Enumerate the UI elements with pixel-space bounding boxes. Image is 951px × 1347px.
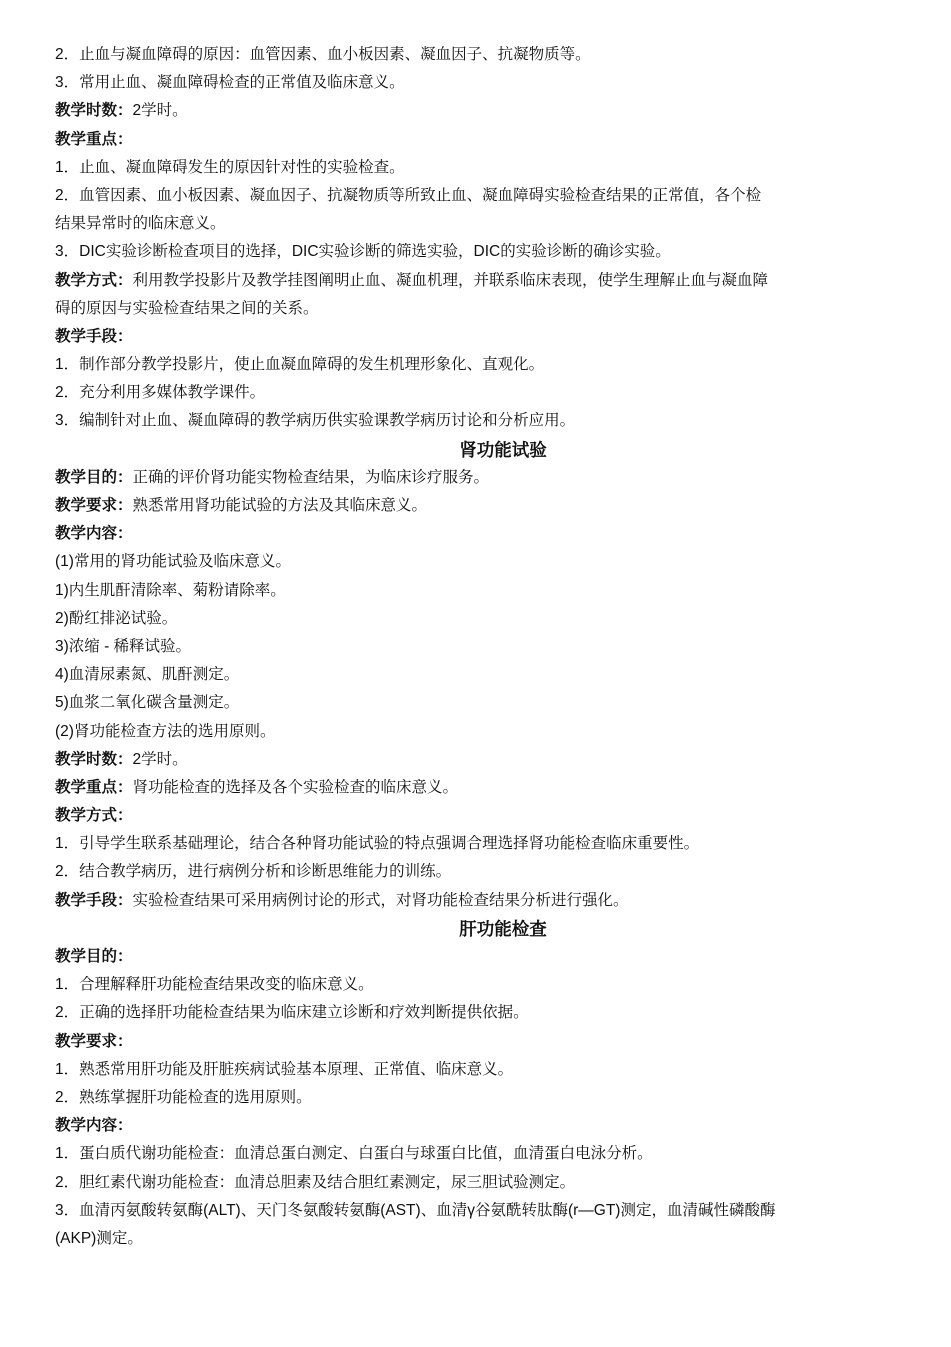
- list-item: 2)酚红排泌试验。: [55, 609, 178, 627]
- hours-value: 2学时。: [132, 750, 188, 768]
- section-title-kidney: 肾功能试验: [459, 439, 547, 460]
- section-title-liver: 肝功能检查: [459, 918, 547, 939]
- goal-line: [55, 464, 951, 492]
- list-item: 2．熟练掌握肝功能检查的选用原则。: [55, 1088, 312, 1106]
- list-item: 4)血清尿素氮、肌酐测定。: [55, 666, 240, 684]
- list-item: 2．充分利用多媒体教学课件。: [55, 384, 266, 402]
- list-item: 1．合理解释肝功能检查结果改变的临床意义。: [55, 976, 374, 994]
- key-label: 教学重点：: [55, 130, 133, 148]
- list-item: 2．正确的选择肝功能检查结果为临床建立诊断和疗效判断提供依据。: [55, 1004, 529, 1022]
- means-label: 教学手段：: [55, 327, 133, 345]
- list-item: 结果异常时的临床意义。: [55, 215, 226, 233]
- method-line: [55, 267, 951, 295]
- list-item: 2．血管因素、血小板因素、凝血因子、抗凝物质等所致止血、凝血障碍实验检查结果的正常值，各个检: [55, 186, 762, 204]
- list-item: 1．止血、凝血障碍发生的原因针对性的实验检查。: [55, 158, 405, 176]
- hours-label: 教学时数：: [55, 102, 133, 120]
- hours-line: [55, 746, 951, 774]
- req-label: 教学要求：: [55, 1032, 133, 1050]
- text-line: 3．常用止血、凝血障碍检查的正常值及临床意义。: [55, 74, 405, 92]
- list-item: 1．引导学生联系基础理论，结合各种肾功能试验的特点强调合理选择肾功能检查临床重要性。: [55, 835, 700, 853]
- list-item: 3)浓缩 - 稀释试验。: [55, 637, 192, 655]
- hours-label: 教学时数：: [55, 750, 133, 768]
- key-line: [55, 774, 951, 802]
- list-item: 1．蛋白质代谢功能检查：血清总蛋白测定、白蛋白与球蛋白比值，血清蛋白电泳分析。: [55, 1145, 653, 1163]
- means-value: 实验检查结果可采用病例讨论的形式，对肾功能检查结果分析进行强化。: [132, 891, 629, 909]
- list-item: 1．制作部分教学投影片，使止血凝血障碍的发生机理形象化、直观化。: [55, 356, 545, 374]
- list-item: (2)肾功能检查方法的选用原则。: [55, 722, 276, 740]
- list-item: 1．熟悉常用肝功能及肝脏疾病试验基本原理、正常值、临床意义。: [55, 1060, 514, 1078]
- goal-label: 教学目的：: [55, 468, 133, 486]
- req-line: [55, 492, 951, 520]
- hours-value: 2学时。: [132, 102, 188, 120]
- key-value: 肾功能检查的选择及各个实验检查的临床意义。: [132, 778, 459, 796]
- list-item: 5)血浆二氧化碳含量测定。: [55, 694, 240, 712]
- list-item: 2．胆红素代谢功能检查：血清总胆素及结合胆红素测定，尿三胆试验测定。: [55, 1173, 576, 1191]
- method-cont: 碍的原因与实验检查结果之间的关系。: [55, 299, 319, 317]
- goal-label: 教学目的：: [55, 948, 133, 965]
- content-label: 教学内容：: [55, 525, 133, 543]
- list-item: 1)内生肌酐清除率、菊粉请除率。: [55, 581, 286, 599]
- document-page: [55, 41, 951, 1253]
- method-label: 教学方式：: [55, 271, 133, 289]
- content-label: 教学内容：: [55, 1117, 133, 1135]
- list-item: 3．编制针对止血、凝血障碍的教学病历供实验课教学病历讨论和分析应用。: [55, 412, 576, 430]
- list-item: 3．血清丙氨酸转氨酶(ALT)、天门冬氨酸转氨酶(AST)、血清γ谷氨酰转肽酶(r—GT)测定，血清碱性磷酸酶: [55, 1201, 776, 1219]
- list-item: 2．结合教学病历，进行病例分析和诊断思维能力的训练。: [55, 863, 452, 881]
- method-value: 利用教学投影片及教学挂图阐明止血、凝血机理，并联系临床表现，使学生理解止血与凝血障: [132, 271, 769, 289]
- hours-line: [55, 97, 951, 125]
- method-label: 教学方式：: [55, 807, 133, 825]
- req-label: 教学要求：: [55, 497, 133, 514]
- means-line: [55, 887, 951, 915]
- req-value: 熟悉常用肾功能试验的方法及其临床意义。: [132, 497, 428, 514]
- key-label: 教学重点：: [55, 778, 133, 796]
- list-item: (1)常用的肾功能试验及临床意义。: [55, 553, 291, 571]
- means-label: 教学手段：: [55, 891, 133, 909]
- text-line: 2．止血与凝血障碍的原因：血管因素、血小板因素、凝血因子、抗凝物质等。: [55, 46, 591, 63]
- list-item: (AKP)测定。: [55, 1229, 143, 1247]
- goal-value: 正确的评价肾功能实物检查结果，为临床诊疗服务。: [132, 468, 490, 486]
- list-item: 3．DIC实验诊断检查项目的选择，DIC实验诊断的筛选实验，DIC的实验诊断的确诊实验。: [55, 243, 671, 261]
